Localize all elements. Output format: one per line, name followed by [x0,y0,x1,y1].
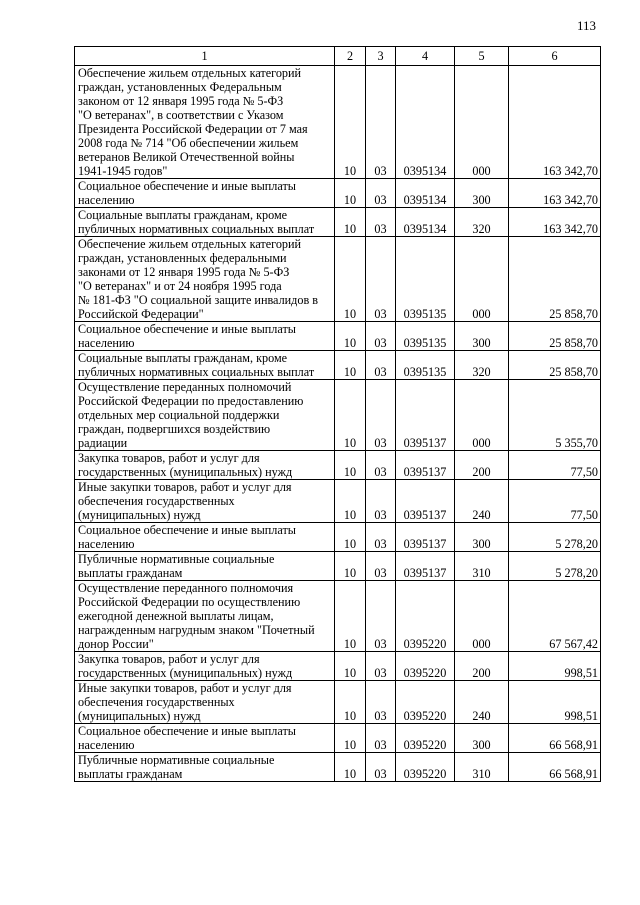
row-target-article-cell: 0395220 [396,581,455,652]
page-number: 113 [576,18,596,33]
row-section-cell: 10 [335,552,366,581]
row-subsection-cell: 03 [366,753,396,782]
row-section-cell: 10 [335,208,366,237]
header-cell: 3 [366,47,396,66]
row-name-cell: Публичные нормативные социальные выплаты гражданам [75,753,335,782]
row-amount-cell: 25 858,70 [509,322,601,351]
row-name-cell: Социальное обеспечение и иные выплаты населению [75,724,335,753]
row-name-cell: Социальные выплаты гражданам, кроме публичных нормативных социальных выплат [75,351,335,380]
row-name-cell: Социальное обеспечение и иные выплаты населению [75,179,335,208]
row-subsection-cell: 03 [366,237,396,322]
row-expense-type-cell: 200 [455,451,509,480]
row-amount-cell: 66 568,91 [509,753,601,782]
row-subsection-cell: 03 [366,724,396,753]
header-cell: 2 [335,47,366,66]
row-target-article-cell: 0395134 [396,208,455,237]
row-subsection-cell: 03 [366,179,396,208]
row-name-cell: Публичные нормативные социальные выплаты гражданам [75,552,335,581]
row-section-cell: 10 [335,179,366,208]
table-header-row [75,47,601,66]
row-target-article-cell: 0395135 [396,322,455,351]
row-expense-type-cell: 300 [455,322,509,351]
table-row [75,451,601,480]
row-amount-cell: 5 278,20 [509,523,601,552]
row-subsection-cell: 03 [366,451,396,480]
table-row [75,581,601,652]
row-amount-cell: 163 342,70 [509,66,601,179]
row-section-cell: 10 [335,724,366,753]
row-expense-type-cell: 240 [455,480,509,523]
row-subsection-cell: 03 [366,66,396,179]
row-subsection-cell: 03 [366,208,396,237]
row-section-cell: 10 [335,753,366,782]
row-section-cell: 10 [335,451,366,480]
header-cell: 1 [75,47,335,66]
row-target-article-cell: 0395137 [396,480,455,523]
row-amount-cell: 998,51 [509,652,601,681]
table-row [75,652,601,681]
table-row [75,681,601,724]
row-section-cell: 10 [335,351,366,380]
row-target-article-cell: 0395137 [396,552,455,581]
row-section-cell: 10 [335,581,366,652]
row-target-article-cell: 0395134 [396,66,455,179]
row-amount-cell: 77,50 [509,451,601,480]
row-expense-type-cell: 320 [455,351,509,380]
table-row [75,724,601,753]
row-subsection-cell: 03 [366,652,396,681]
row-amount-cell: 163 342,70 [509,208,601,237]
row-subsection-cell: 03 [366,581,396,652]
row-expense-type-cell: 310 [455,552,509,581]
row-subsection-cell: 03 [366,380,396,451]
row-target-article-cell: 0395220 [396,724,455,753]
row-name-cell: Социальные выплаты гражданам, кроме публичных нормативных социальных выплат [75,208,335,237]
row-section-cell: 10 [335,523,366,552]
table-row [75,179,601,208]
row-target-article-cell: 0395220 [396,652,455,681]
row-expense-type-cell: 300 [455,724,509,753]
row-section-cell: 10 [335,652,366,681]
row-name-cell: Иные закупки товаров, работ и услуг для обеспечения государственных (муниципальных) нужд [75,480,335,523]
row-amount-cell: 5 278,20 [509,552,601,581]
row-amount-cell: 25 858,70 [509,351,601,380]
budget-table [74,46,601,782]
row-amount-cell: 998,51 [509,681,601,724]
row-name-cell: Иные закупки товаров, работ и услуг для обеспечения государственных (муниципальных) нужд [75,681,335,724]
table-row [75,322,601,351]
row-section-cell: 10 [335,66,366,179]
row-section-cell: 10 [335,322,366,351]
row-expense-type-cell: 200 [455,652,509,681]
row-expense-type-cell: 300 [455,523,509,552]
row-amount-cell: 5 355,70 [509,380,601,451]
table-row [75,380,601,451]
row-name-cell: Закупка товаров, работ и услуг для государственных (муниципальных) нужд [75,652,335,681]
row-name-cell: Осуществление переданных полномочий Российской Федерации по предоставлению отдельных мер социальной поддержки граждан, подвергшихся воздействию радиации [75,380,335,451]
row-subsection-cell: 03 [366,523,396,552]
table-row [75,237,601,322]
row-subsection-cell: 03 [366,322,396,351]
row-expense-type-cell: 310 [455,753,509,782]
row-amount-cell: 66 568,91 [509,724,601,753]
row-expense-type-cell: 000 [455,237,509,322]
row-name-cell: Закупка товаров, работ и услуг для государственных (муниципальных) нужд [75,451,335,480]
header-cell: 4 [396,47,455,66]
header-cell: 6 [509,47,601,66]
row-expense-type-cell: 320 [455,208,509,237]
table-row [75,208,601,237]
table-row [75,351,601,380]
row-target-article-cell: 0395137 [396,380,455,451]
row-target-article-cell: 0395220 [396,753,455,782]
row-section-cell: 10 [335,681,366,724]
row-name-cell: Осуществление переданного полномочия Российской Федерации по осуществлению ежегодной денежной выплаты лицам, награжденным нагрудным знаком "Почетный донор России" [75,581,335,652]
row-expense-type-cell: 240 [455,681,509,724]
table-row [75,66,601,179]
row-name-cell: Обеспечение жильем отдельных категорий граждан, установленных Федеральным законом от 12 января 1995 года № 5-ФЗ "О ветеранах", в соответствии с Указом Президента Российской Федерации от 7 мая 2008 года № 714 "Об обеспечении жильем ветеранов Великой Отечественной войны 1941-1945 годов" [75,66,335,179]
header-cell: 5 [455,47,509,66]
table-row [75,480,601,523]
row-target-article-cell: 0395135 [396,237,455,322]
row-subsection-cell: 03 [366,552,396,581]
row-expense-type-cell: 300 [455,179,509,208]
row-target-article-cell: 0395137 [396,451,455,480]
row-name-cell: Социальное обеспечение и иные выплаты населению [75,322,335,351]
table-row [75,753,601,782]
table-row [75,523,601,552]
row-section-cell: 10 [335,480,366,523]
row-section-cell: 10 [335,237,366,322]
row-target-article-cell: 0395135 [396,351,455,380]
row-expense-type-cell: 000 [455,380,509,451]
row-target-article-cell: 0395220 [396,681,455,724]
row-name-cell: Обеспечение жильем отдельных категорий граждан, установленных федеральными законами от 12 января 1995 года № 5-ФЗ "О ветеранах" и от 24 ноября 1995 года № 181-ФЗ "О социальной защите инвалидов в Российской Федерации" [75,237,335,322]
row-amount-cell: 163 342,70 [509,179,601,208]
row-subsection-cell: 03 [366,351,396,380]
row-subsection-cell: 03 [366,480,396,523]
row-name-cell: Социальное обеспечение и иные выплаты населению [75,523,335,552]
row-target-article-cell: 0395137 [396,523,455,552]
row-expense-type-cell: 000 [455,581,509,652]
row-section-cell: 10 [335,380,366,451]
row-amount-cell: 77,50 [509,480,601,523]
row-target-article-cell: 0395134 [396,179,455,208]
row-amount-cell: 67 567,42 [509,581,601,652]
row-expense-type-cell: 000 [455,66,509,179]
row-subsection-cell: 03 [366,681,396,724]
row-amount-cell: 25 858,70 [509,237,601,322]
table-row [75,552,601,581]
